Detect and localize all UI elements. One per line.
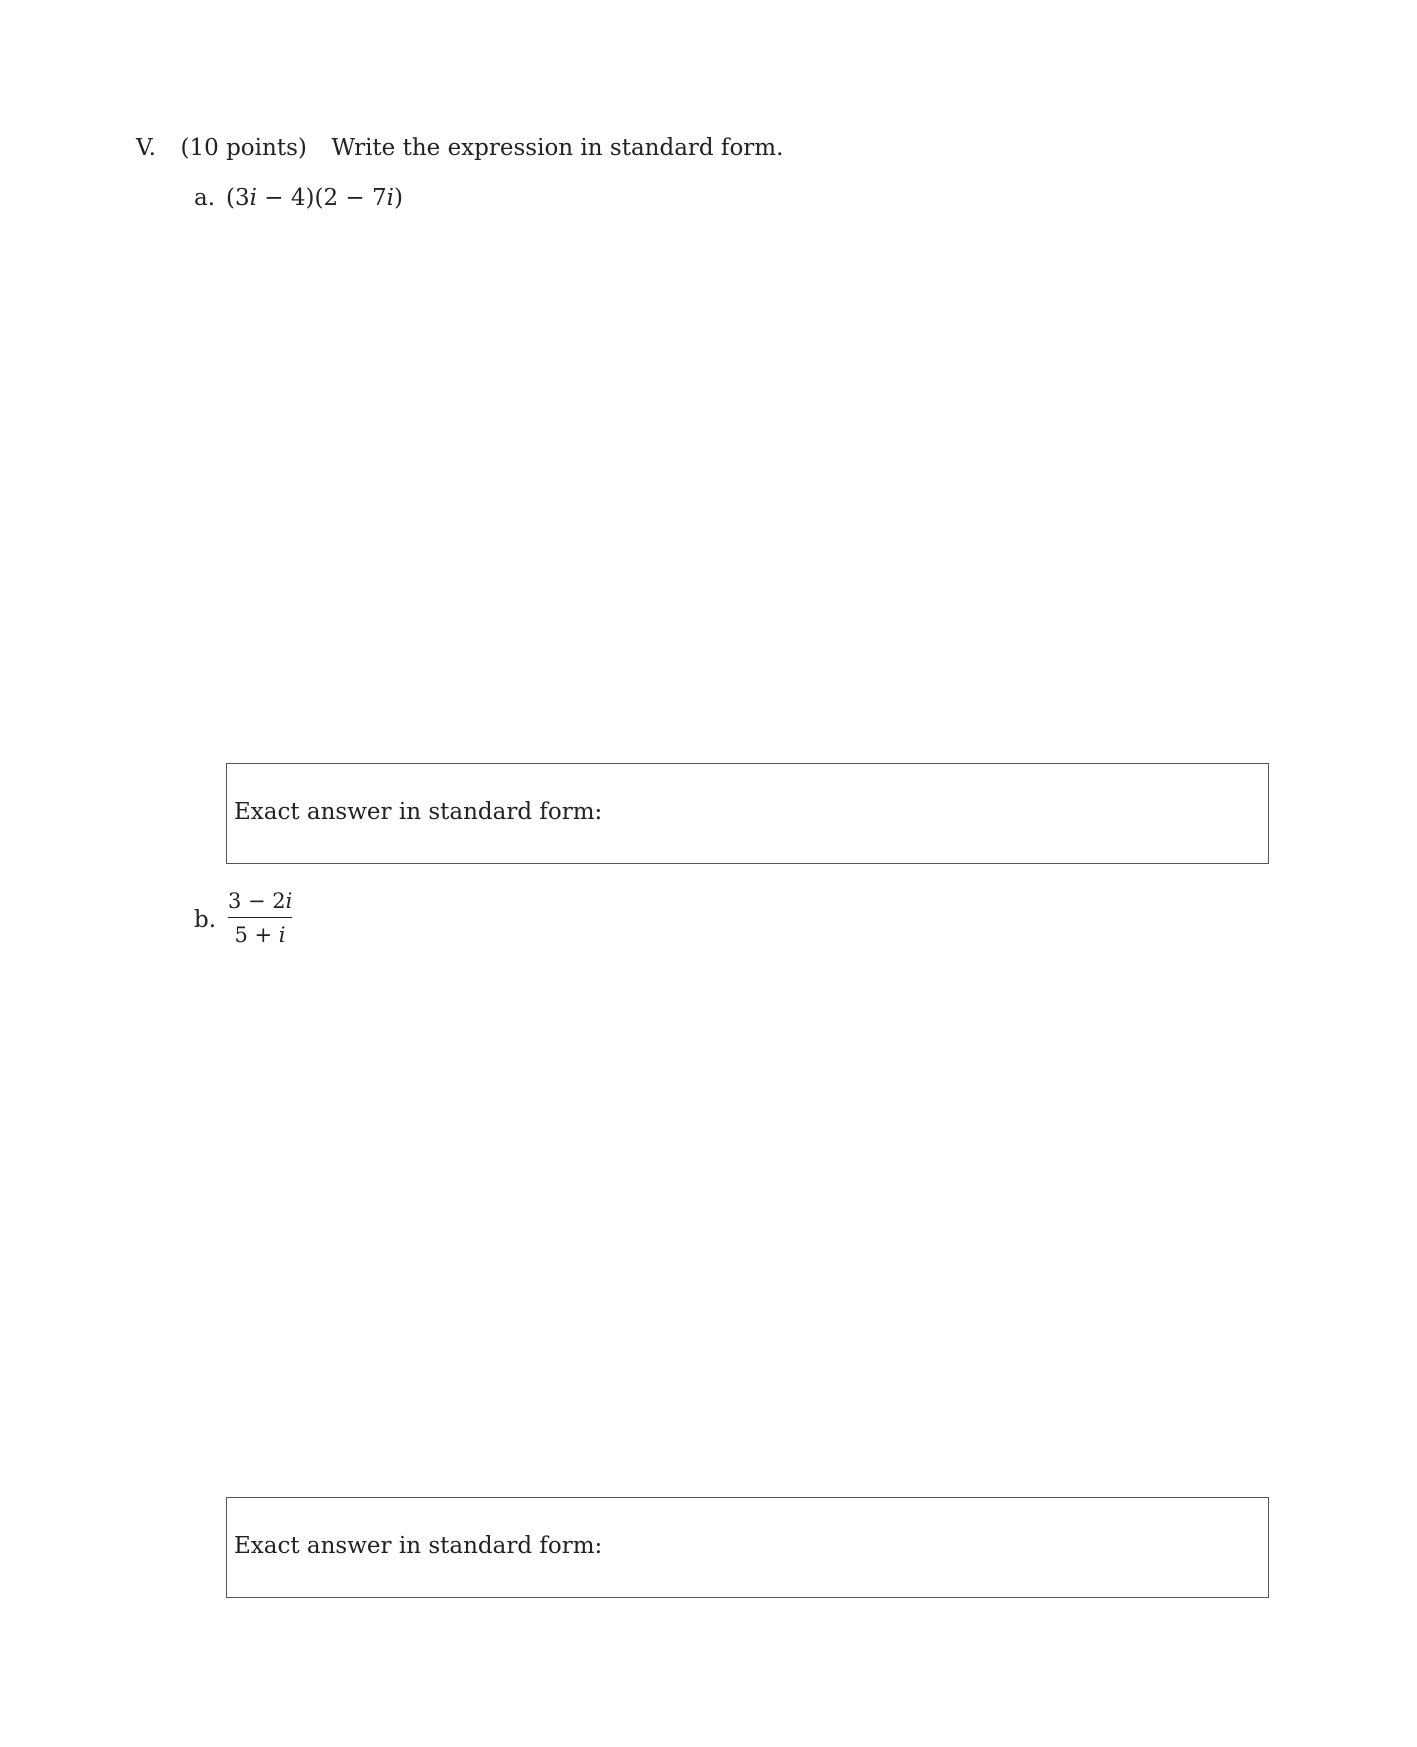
question-instruction: Write the expression in standard form. (331, 135, 784, 161)
answer-label-a: Exact answer in standard form: (234, 799, 603, 825)
part-b-fraction (228, 888, 292, 948)
fraction-denominator: 5 + i (234, 923, 286, 947)
answer-box-b[interactable] (226, 1497, 1269, 1598)
answer-label-b: Exact answer in standard form: (234, 1533, 603, 1559)
answer-box-a[interactable] (226, 763, 1269, 864)
question-points: (10 points) (180, 135, 307, 161)
part-b-label: b. (194, 907, 217, 933)
fraction-numerator: 3 − 2i (228, 888, 292, 918)
part-a-expression: (3i − 4)(2 − 7i) (226, 185, 403, 211)
question-heading (136, 133, 783, 163)
part-a-label: a. (194, 185, 216, 211)
question-number: V. (136, 135, 156, 161)
